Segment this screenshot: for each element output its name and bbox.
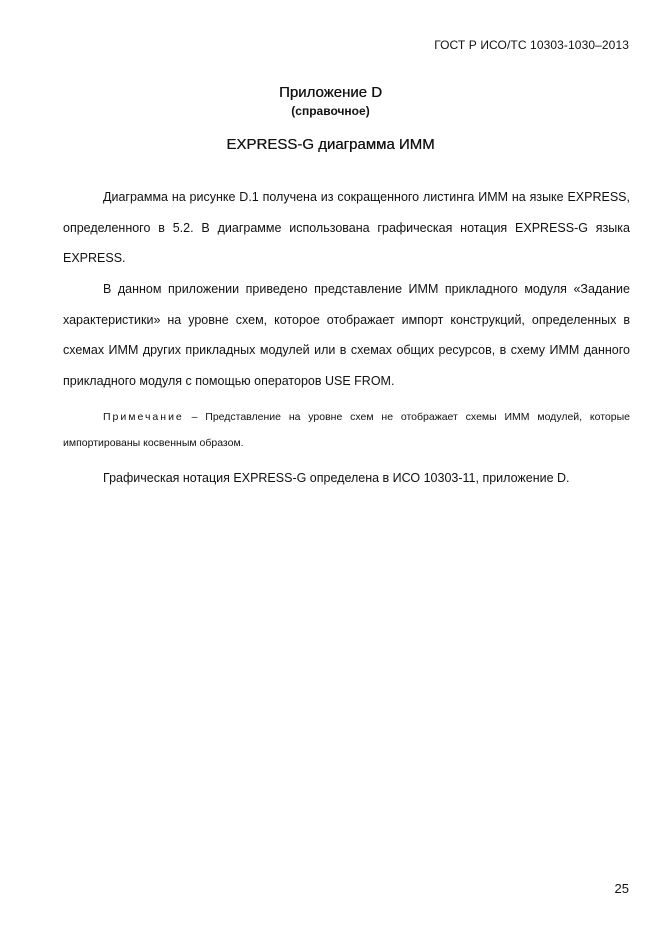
note-dash: – <box>183 411 206 423</box>
paragraph-2-block <box>63 274 630 396</box>
note-text: Представление на уровне схем не отображает схемы ИММ модулей, которые импортированы косвенным образом. <box>63 411 630 449</box>
note-block <box>63 404 630 456</box>
document-code: ГОСТ Р ИСО/ТС 10303-1030–2013 <box>434 38 629 52</box>
paragraph-2: В данном приложении приведено представление ИММ прикладного модуля «Задание характеристики» на уровне схем, которое отображает импорт конструкций, определенных в схемах ИММ других прикладных модулей или в схемах общих ресурсов, в схему ИММ данного прикладного модуля с помощью операторов USE FROM. <box>63 282 630 388</box>
appendix-title: Приложение D <box>279 84 382 101</box>
paragraph-1: Диаграмма на рисунке D.1 получена из сокращенного листинга ИММ на языке EXPRESS, определенного в 5.2. В диаграмме использована графическая нотация EXPRESS-G языка EXPRESS. <box>63 190 630 265</box>
note-label: Примечание <box>103 411 184 423</box>
page-number: 25 <box>614 881 629 896</box>
section-title: EXPRESS-G диаграмма ИММ <box>226 136 435 153</box>
paragraph-1-block <box>63 182 630 274</box>
paragraph-3: Графическая нотация EXPRESS-G определена в ИСО 10303-11, приложение D. <box>103 471 570 485</box>
appendix-status: (справочное) <box>291 104 370 118</box>
